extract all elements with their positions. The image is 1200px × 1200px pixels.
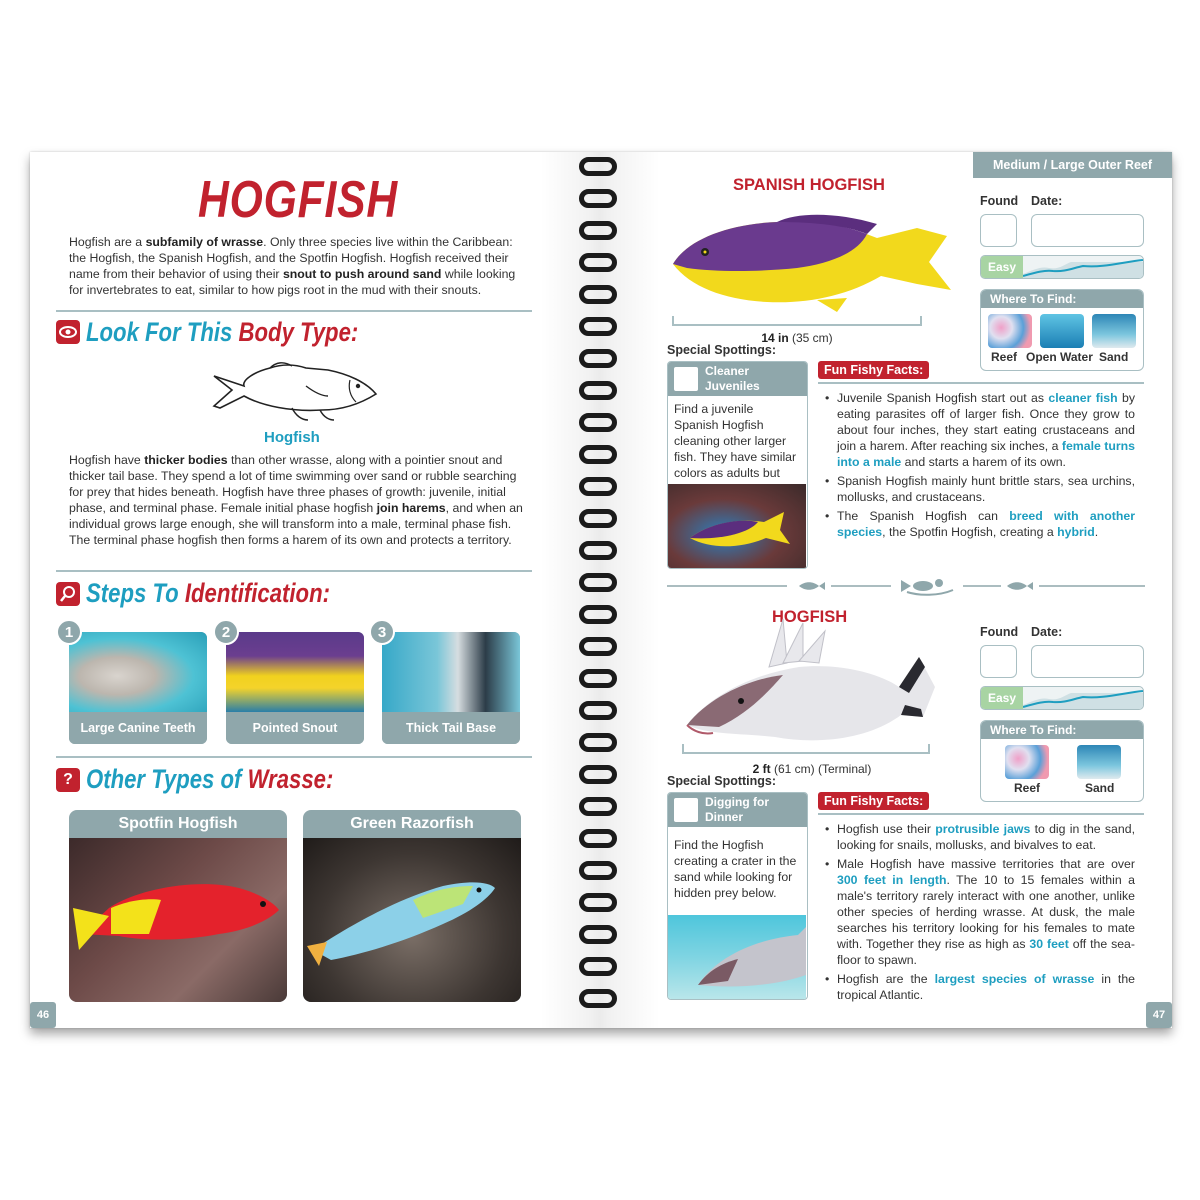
spotting-photo: [668, 484, 806, 568]
reef-habitat-icon: [988, 314, 1032, 348]
size-bold: 2 ft: [752, 762, 771, 776]
spiral-ring: [579, 317, 617, 336]
page-number-right: 47: [1146, 1002, 1172, 1028]
body-type-fish-label: Hogfish: [264, 429, 320, 446]
spiral-ring: [579, 765, 617, 784]
spotting-title: Cleaner Juveniles: [705, 364, 760, 393]
body-type-paragraph: [69, 452, 523, 548]
spanish-hogfish-photo: [667, 204, 957, 319]
spiral-ring: [579, 829, 617, 848]
category-tab: Medium / Large Outer Reef: [973, 152, 1172, 178]
habitat-label: Sand: [1085, 781, 1115, 795]
other-heading-b: Wrasse:: [247, 764, 334, 794]
fact-text: Male Hogfish have massive territories that are over: [837, 857, 1135, 871]
step-card-2: [226, 632, 364, 744]
reef-habitat-icon: [1005, 745, 1049, 779]
habitat-label: Sand: [1099, 350, 1129, 364]
fun-facts-list: [823, 821, 1135, 1006]
wave-icon: [1023, 687, 1143, 709]
wave-icon: [1023, 256, 1143, 278]
spiral-binding: [563, 152, 637, 1028]
hogfish-outline-drawing: [210, 362, 380, 429]
spiral-ring: [579, 221, 617, 240]
other-card-title: Spotfin Hogfish: [118, 815, 238, 832]
fact-item: [823, 473, 1135, 505]
fact-text: to dig in the sand, looking for snails, mollusks, and bivalves to eat.: [837, 822, 1135, 852]
spiral-ring: [579, 925, 617, 944]
size-bold: 14 in: [761, 331, 789, 345]
fact-item: [823, 856, 1135, 968]
step-photo-snout: [226, 632, 364, 712]
step-label: Pointed Snout: [226, 712, 364, 744]
steps-heading-b: Identification:: [184, 578, 330, 608]
fact-item: [823, 390, 1135, 470]
spiral-ring: [579, 253, 617, 272]
spiral-ring: [579, 797, 617, 816]
body-type-heading-b: Body Type:: [238, 317, 359, 347]
divider: [56, 756, 532, 758]
fact-text: Spanish Hogfish mainly hunt brittle stars, sea urchins, mollusks, and crustaceans.: [837, 474, 1135, 504]
magnifier-icon: [56, 582, 80, 611]
step-number: 1: [56, 619, 82, 645]
eye-icon: [56, 320, 80, 349]
other-card-title: Green Razorfish: [350, 815, 474, 832]
step-number: 2: [213, 619, 239, 645]
spiral-ring: [579, 445, 617, 464]
step-card-3: [382, 632, 520, 744]
fact-item: [823, 821, 1135, 853]
fact-highlight: hybrid: [1057, 525, 1095, 539]
body-type-heading: [86, 317, 358, 348]
spiral-ring: [579, 413, 617, 432]
step-card-1: [69, 632, 207, 744]
spotfin-photo: [69, 838, 287, 1002]
fact-text: Hogfish are the: [837, 972, 935, 986]
fact-highlight: cleaner fish: [1048, 391, 1118, 405]
habitat-label: Open Water: [1026, 350, 1093, 364]
step-photo-tail: [382, 632, 520, 712]
hogfish-photo: [679, 617, 939, 762]
intro-bold-1: subfamily of wrasse: [145, 235, 264, 249]
spotting-header: [668, 793, 807, 827]
found-checkbox[interactable]: [980, 645, 1017, 678]
where-to-find-box: [980, 289, 1144, 371]
species-title: HOGFISH: [772, 608, 848, 626]
intro-paragraph: [69, 234, 523, 298]
step-label: Thick Tail Base: [382, 712, 520, 744]
spiral-ring: [579, 189, 617, 208]
where-to-find-title: Where To Find:: [981, 721, 1143, 739]
fact-item: [823, 508, 1135, 540]
intro-text-3: while looking for invertebrates to eat, similar to how pigs root in the mud with their snouts.: [69, 267, 516, 297]
spotting-checkbox[interactable]: [674, 367, 698, 391]
other-card-spotfin: [69, 810, 287, 1002]
difficulty-bar: [980, 686, 1144, 710]
date-label: Date:: [1031, 625, 1063, 639]
fact-highlight: 300 feet in length: [837, 873, 947, 887]
special-spotting-card: [667, 792, 808, 1000]
fun-facts-tag: Fun Fishy Facts:: [818, 792, 929, 810]
intro-text-1: Hogfish are a: [69, 235, 146, 249]
fun-facts-tag: Fun Fishy Facts:: [818, 361, 929, 379]
body-bold-2: join harems: [376, 501, 446, 515]
special-spotting-card: [667, 361, 808, 569]
spiral-ring: [579, 957, 617, 976]
found-checkbox[interactable]: [980, 214, 1017, 247]
page-title: HOGFISH: [198, 171, 399, 229]
spotting-header: [668, 362, 807, 396]
size-rest: (35 cm): [788, 331, 833, 345]
spiral-ring: [579, 157, 617, 176]
spiral-ring: [579, 605, 617, 624]
fact-text: Juvenile Spanish Hogfish start out as: [837, 391, 1049, 405]
body-bold-1: thicker bodies: [144, 453, 228, 467]
fact-text: , the Spotfin Hogfish, creating a: [882, 525, 1058, 539]
fact-text: .: [1094, 525, 1099, 539]
steps-heading: [86, 578, 330, 609]
spotting-title: Digging for Dinner: [705, 795, 769, 824]
where-to-find-title: Where To Find:: [981, 290, 1143, 308]
sand-habitat-icon: [1077, 745, 1121, 779]
spiral-ring: [579, 573, 617, 592]
fact-text: and starts a harem of its own.: [901, 455, 1066, 469]
step-photo-teeth: [69, 632, 207, 712]
body-text-3: , and when an individual grows large enough, she will transform into a male, terminal phase fish. The terminal phase hogfish then forms a harem of its own and protects a territory.: [69, 501, 523, 547]
spiral-ring: [579, 509, 617, 528]
open-water-habitat-icon: [1040, 314, 1084, 348]
spiral-ring: [579, 637, 617, 656]
species-title: SPANISH HOGFISH: [733, 176, 885, 194]
fact-highlight: protrusible jaws: [935, 822, 1031, 836]
fact-highlight: largest species of wrasse: [934, 972, 1095, 986]
habitat-label: Reef: [991, 350, 1018, 364]
special-spottings-label: Special Spottings:: [667, 343, 777, 357]
page-number-left: 46: [30, 1002, 56, 1028]
difficulty-label: Easy: [981, 256, 1023, 278]
fact-highlight: 30 feet: [1029, 937, 1069, 951]
spiral-ring: [579, 285, 617, 304]
spiral-ring: [579, 733, 617, 752]
spiral-ring: [579, 989, 617, 1008]
spiral-ring: [579, 701, 617, 720]
found-label: Found: [980, 625, 1019, 639]
facts-rule: [818, 813, 1144, 815]
sand-habitat-icon: [1092, 314, 1136, 348]
question-icon: ?: [56, 768, 80, 792]
special-spottings-label: Special Spottings:: [667, 774, 777, 788]
spiral-ring: [579, 349, 617, 368]
spiral-ring: [579, 669, 617, 688]
fun-facts-list: [823, 390, 1135, 543]
divider: [56, 570, 532, 572]
fact-item: [823, 971, 1135, 1003]
fact-text: by eating parasites off of larger fish. Once they grow to about four inches, they start eating crustaceans and join a harem. After reaching six inches, a: [837, 391, 1135, 453]
spotting-photo: [668, 915, 806, 999]
found-label: Found: [980, 194, 1019, 208]
fact-text: off the sea-floor to spawn.: [837, 937, 1135, 967]
facts-rule: [818, 382, 1144, 384]
step-number: 3: [369, 619, 395, 645]
fact-text: Hogfish use their: [837, 822, 936, 836]
spiral-ring: [579, 477, 617, 496]
divider: [56, 310, 532, 312]
razorfish-photo: [303, 838, 521, 1002]
spotting-text: Find the Hogfish creating a crater in the sand while looking for hidden prey below.: [674, 838, 797, 900]
other-heading: [86, 764, 333, 795]
size-bracket: [672, 316, 922, 326]
size-bracket: [682, 744, 930, 754]
other-heading-a: Other Types of: [86, 764, 242, 794]
other-card-razorfish: [303, 810, 521, 1002]
steps-heading-a: Steps To: [86, 578, 179, 608]
spiral-ring: [579, 861, 617, 880]
fact-highlight: female turns into a male: [837, 439, 1135, 469]
where-to-find-box: [980, 720, 1144, 802]
body-text-1: Hogfish have: [69, 453, 145, 467]
size-rest: (61 cm) (Terminal): [770, 762, 872, 776]
intro-bold-2: snout to push around sand: [282, 267, 442, 281]
fact-text: . The 10 to 15 females within a male's territory rarely interact with one another, unlike other species of herding wrasse. At dusk, the male searches his territory looking for his females to mate with. Together they rise as high as: [837, 873, 1135, 951]
difficulty-bar: [980, 255, 1144, 279]
fact-highlight: breed with another species: [837, 509, 1135, 539]
date-field[interactable]: [1031, 214, 1144, 247]
body-text-2: than other wrasse, along with a pointier snout and thicker tail base. They spend a lot of time swimming over sand or rubble searching for prey that hides beneath. Hogfish have three phases of growth: juvenile, initial phase, and terminal phase. Female initial phase hogfish: [69, 453, 517, 515]
difficulty-label: Easy: [981, 687, 1023, 709]
habitat-label: Reef: [1014, 781, 1041, 795]
fact-text: The Spanish Hogfish can: [837, 509, 1010, 523]
spotting-checkbox[interactable]: [674, 798, 698, 822]
body-type-heading-a: Look For This: [86, 317, 233, 347]
left-page: [30, 152, 563, 1028]
spiral-ring: [579, 381, 617, 400]
spiral-ring: [579, 893, 617, 912]
fact-text: in the tropical Atlantic.: [837, 972, 1136, 1002]
step-label: Large Canine Teeth: [69, 712, 207, 744]
right-page: [637, 152, 1172, 1028]
spiral-ring: [579, 541, 617, 560]
fish-divider: [667, 576, 1145, 596]
date-label: Date:: [1031, 194, 1063, 208]
spotting-text: Find a juvenile Spanish Hogfish cleaning other larger fish. They have similar colors as adults but: [674, 402, 797, 480]
intro-text-2: . Only three species live within the Caribbean: the Hogfish, the Spanish Hogfish, and the Spotfin Hogfish. Hogfish received their name from their behavior of using their: [69, 235, 513, 281]
date-field[interactable]: [1031, 645, 1144, 678]
